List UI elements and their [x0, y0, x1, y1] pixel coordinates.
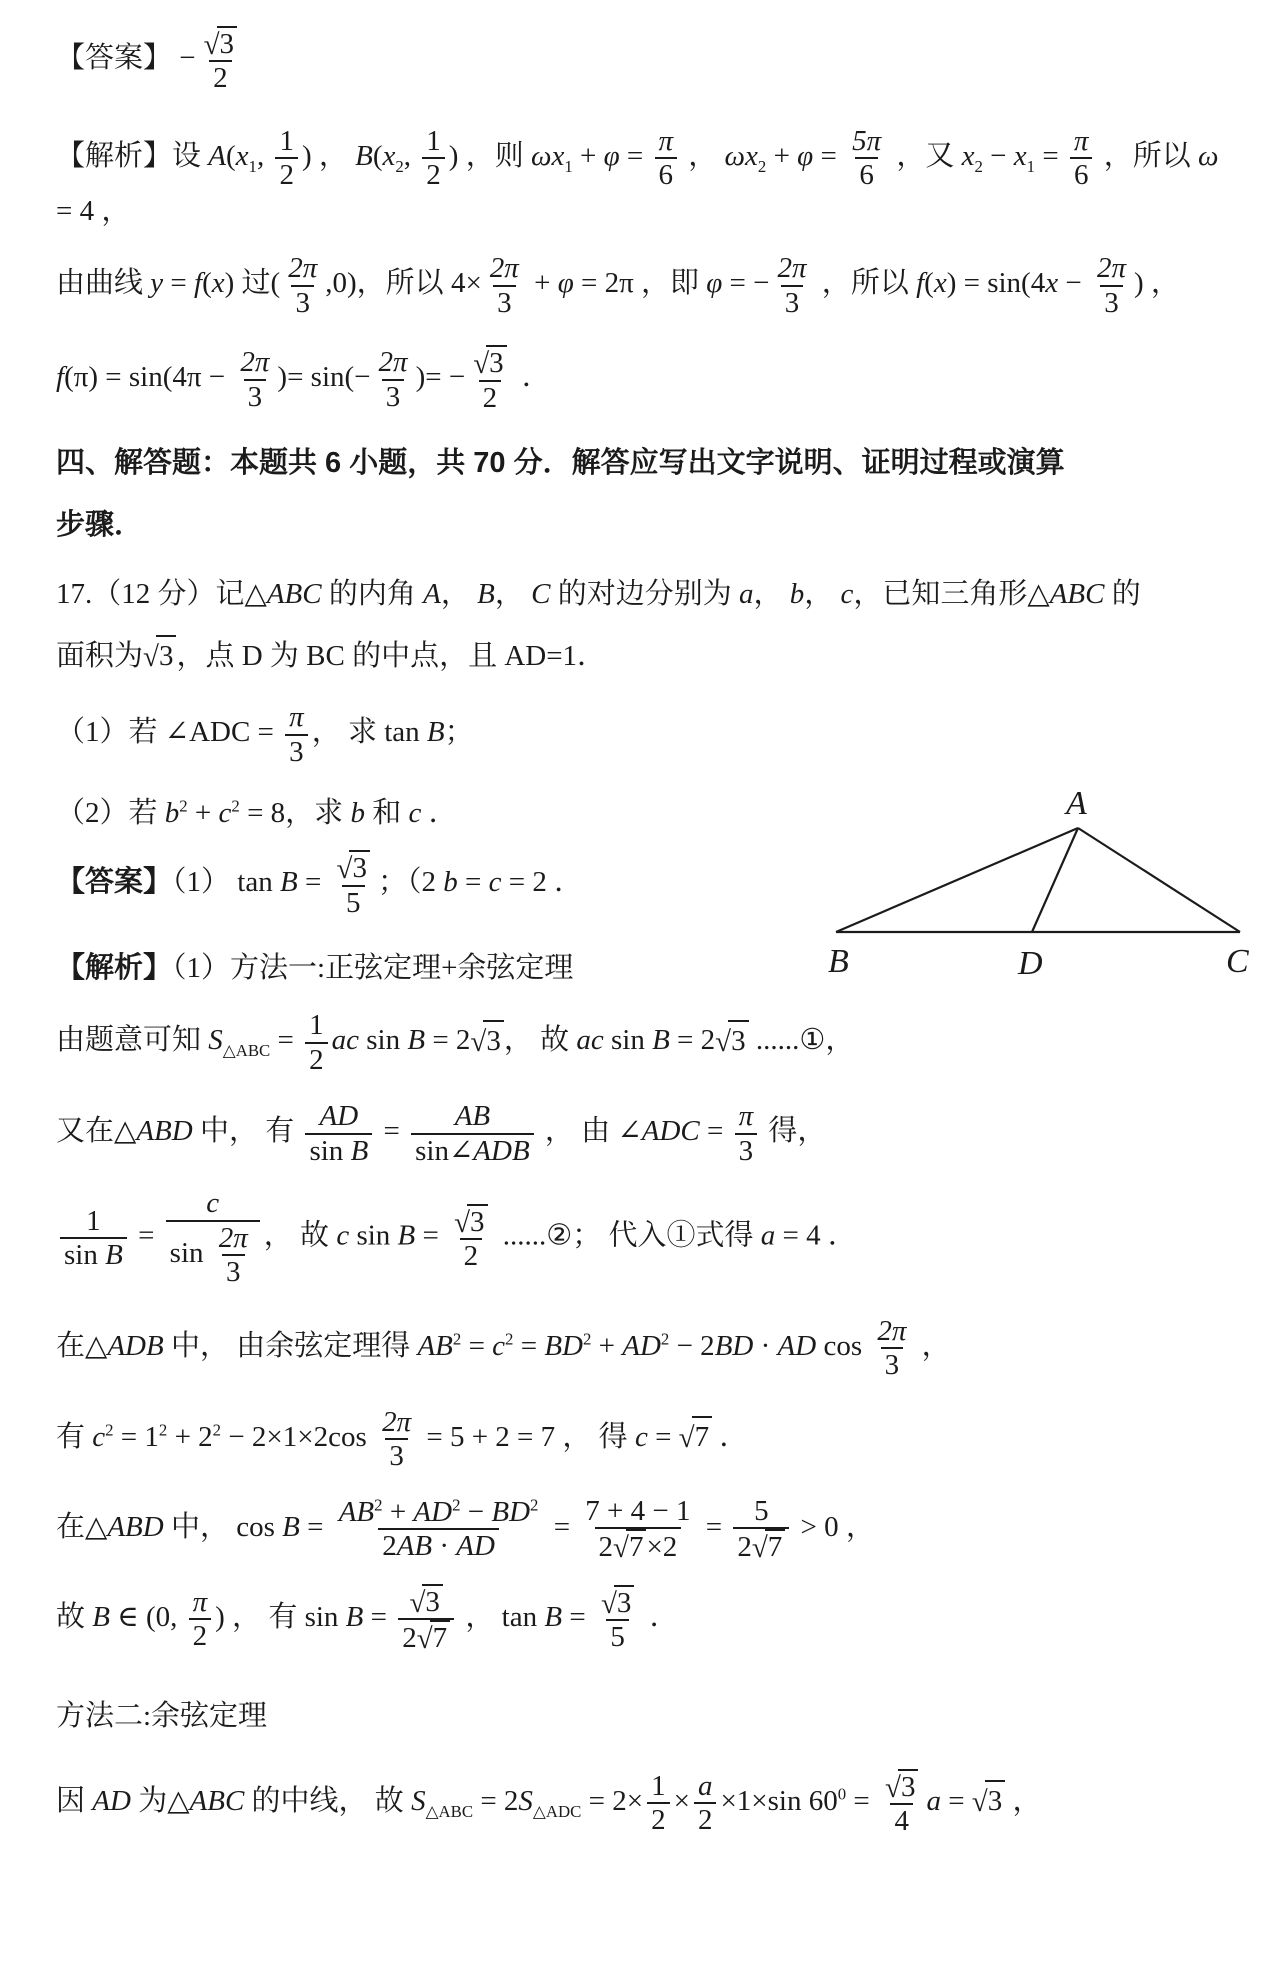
solution-line-csinb: $\frac{1}{\text{sin B}}$ = c sin $\frac{2\pi}{3}$ ， 故 c sin B = $\frac{√3}{2}$ ......②； 代入①式得 a = 4 ． [56, 1187, 1224, 1288]
method-2-heading: 方法二:余弦定理 [56, 1699, 268, 1732]
method-2-line-1: 因 AD 为△ABC 的中线， 故 $S_{\triangle ABC} = 2S_{\triangle ADC} = 2\times$ $\frac{1}{2}$ × $\frac{a}{2}$ ×1×sin $60^0$ = $\frac{√3}{4}$ a = √3 ， [56, 1769, 1042, 1838]
solution-line-cosb: 在△ABD 中， cos B = $\frac{AB^2 + AD^2 - BD^2}{2AB \cdot AD}$ = $\frac{7 + 4 - 1}{2√7 \times 2}$ = $\frac{5}{2√7}$ > 0 ， [56, 1494, 875, 1565]
solution-line-sine-rule: 又在△ABD 中， 有 $\frac{AD}{\text{sin B}}$ = $\frac{AB}{\text{sin∠ADB}}$ ， 由 ∠ADC = $\frac{\pi}{3}$ 得， [56, 1100, 827, 1167]
analysis-method-1-heading: 【解析】（1）方法一:正弦定理+余弦定理 [56, 952, 574, 985]
section-heading-line-1: 四、解答题：本题共 6 小题，共 70 分．解答应写出文字说明、证明过程或演算 [56, 447, 1065, 480]
solution-line-cosine-rule: 在△ADB 中， 由余弦定理得 $AB^2 = c^2 = BD^2 + AD^2 - 2BD$ · AD cos $\frac{2\pi}{3}$ ， [56, 1314, 951, 1382]
vertex-label-b: B [828, 943, 849, 980]
section-heading-line-2: 步骤． [56, 509, 144, 542]
analysis-line-16-3: f(π) = sin(4π − $\frac{2\pi}{3}$ )= sin(− $\frac{2\pi}{3}$ )= − $\frac{√3}{2}$ ． [56, 346, 551, 414]
vertex-label-d: D [1018, 945, 1043, 982]
triangle-edges [836, 828, 1240, 932]
answer-line-17: 【答案】（1） tan B = $\frac{√3}{5}$ ；（2 b = c = 2 ． [56, 852, 584, 919]
question-17-part-2: （2）若 $b^2 + c^2 = 8$，求 b 和 c ． [56, 796, 458, 830]
solution-line-tanb: 故 B ∈ (0, $\frac{\pi}{2}$ ) ， 有 sin B = $\frac{√3}{2√7}$ ， tan B = $\frac{√3}{5}$ ． [56, 1585, 679, 1656]
vertex-label-c: C [1226, 943, 1249, 980]
question-17-line-1: 17.（12 分）记△ABC 的内角 A， B， C 的对边分别为 a， b， c，已知三角形△ABC 的 [56, 577, 1141, 610]
triangle-figure [826, 780, 1262, 990]
analysis-line-16-2: 由曲线 y = f(x) 过( $\frac{2\pi}{3}$ ,0)，所以 4× $\frac{2\pi}{3}$ + φ = 2π ，即 φ = − $\frac{2\pi}{3}$ ，所以 f(x) = sin(4x − $\frac{2\pi}{3}$ ) ， [56, 252, 1180, 319]
answer-line-16: 【答案】 − $\frac{√3}{2}$ [56, 26, 1224, 95]
analysis-line-16-1: 【解析】设 $A(x_1$, $\frac{1}{2}$ ) ， $B(x_2$, $\frac{1}{2}$ ) ，则 $\omega x_1 + \varphi$ = $\frac{\pi}{6}$ ， $\omega x_2 + \varphi$ = $\frac{5\pi}{6}$ ，又 $x_2 - x_1$ = $\frac{\pi}{6}$ ，所以 ω = 4 ， [56, 124, 1219, 227]
vertex-label-a: A [1066, 785, 1087, 822]
triangle-diagram [826, 780, 1262, 990]
question-17-part-1: （1）若 ∠ADC = $\frac{\pi}{3}$ ， 求 tan B； [56, 701, 474, 768]
solution-line-c-value: 有 $c^2 = 1^2 + 2^2 - 2\times 1\times 2\cos$ $\frac{2\pi}{3}$ = 5 + 2 = 7 ， 得 c = √7 ． [56, 1405, 749, 1473]
question-17-line-2: 面积为√3 ，点 D 为 BC 的中点，且 AD=1． [56, 635, 1224, 675]
solution-line-area: 由题意可知 $S_{\triangle ABC}$ = $\frac{1}{2}$ ac sin B = 2√3 ， 故 ac sin B = 2√3 ......①， [56, 1009, 855, 1076]
